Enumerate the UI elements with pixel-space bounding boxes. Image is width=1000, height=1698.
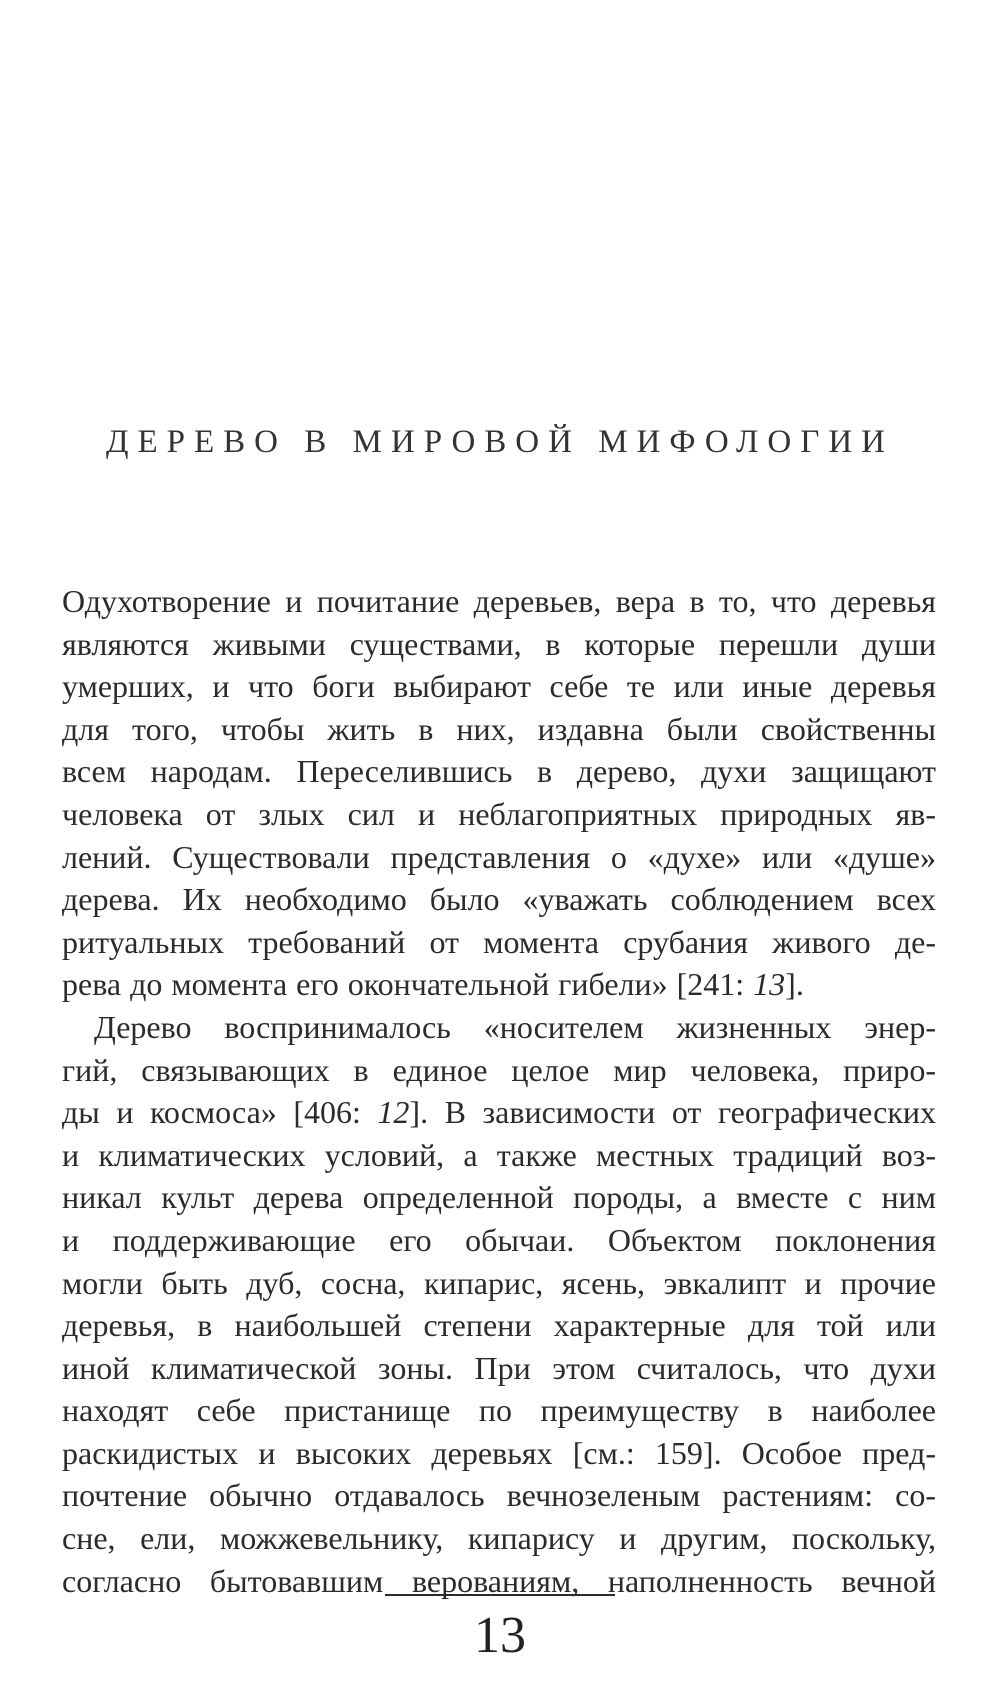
text-line: человека от злых сил и неблагоприятных природных яв-: [62, 795, 936, 832]
citation-page: 13: [753, 966, 786, 1003]
text-line: ритуальных требований от момента срубания живого де-: [62, 923, 936, 960]
text-line: иной климатической зоны. При этом считалось, что духи: [62, 1349, 936, 1386]
text-line: Дерево воспринималось «носителем жизненных энер-: [94, 1008, 936, 1045]
text-line: деревья, в наибольшей степени характерные для той или: [62, 1307, 936, 1344]
text-line: гий, связывающих в единое целое мир человека, приро-: [62, 1051, 936, 1088]
text-line: сне, ели, можжевельнику, кипарису и другим, поскольку,: [62, 1520, 936, 1557]
text-line: всем народам. Переселившись в дерево, духи защищают: [62, 753, 936, 790]
text-segment: ды и космоса» [406:: [62, 1094, 378, 1131]
text-line: являются живыми существами, в которые перешли души: [62, 625, 936, 662]
text-line: лений. Существовали представления о «духе» или «душе»: [62, 838, 936, 875]
text-segment: рева до момента его окончательной гибели» [241:: [62, 966, 754, 1003]
text-line: и поддерживающие его обычаи. Объектом поклонения: [62, 1221, 936, 1258]
text-line: [62, 1091, 936, 1134]
page-number: 13: [474, 1607, 526, 1664]
text-line: Одухотворение и почитание деревьев, вера в то, что деревья: [62, 583, 936, 619]
text-line: для того, чтобы жить в них, издавна были свойственны: [62, 710, 936, 747]
text-segment: ]. В зависимости от географических: [409, 1094, 937, 1131]
text-line: согласно бытовавшим верованиям, наполненность вечной: [62, 1562, 936, 1599]
text-line: почтение обычно отдавалось вечнозеленым растениям: со-: [62, 1477, 936, 1514]
body-text: [62, 580, 936, 1602]
text-line: дерева. Их необходимо было «уважать соблюдением всех: [62, 881, 936, 918]
citation-page: 12: [377, 1094, 410, 1131]
text-line: никал культ дерева определенной породы, а вместе с ним: [62, 1179, 936, 1216]
text-line: и климатических условий, а также местных традиций воз-: [62, 1136, 936, 1173]
paragraph-1: [62, 580, 936, 1006]
chapter-title: ДЕРЕВО В МИРОВОЙ МИФОЛОГИИ: [105, 424, 894, 460]
text-line: умерших, и что боги выбирают себе те или иные деревья: [62, 668, 936, 705]
text-line: могли быть дуб, сосна, кипарис, ясень, эвкалипт и прочие: [62, 1264, 936, 1301]
paragraph-2: [62, 1006, 936, 1602]
text-line: [62, 963, 936, 1006]
footer-divider: [385, 1594, 615, 1596]
text-line: находят себе пристанище по преимуществу в наиболее: [62, 1392, 936, 1429]
text-line: раскидистых и высоких деревьях [см.: 159]. Особое пред-: [62, 1434, 936, 1471]
text-segment: ].: [785, 966, 804, 1003]
